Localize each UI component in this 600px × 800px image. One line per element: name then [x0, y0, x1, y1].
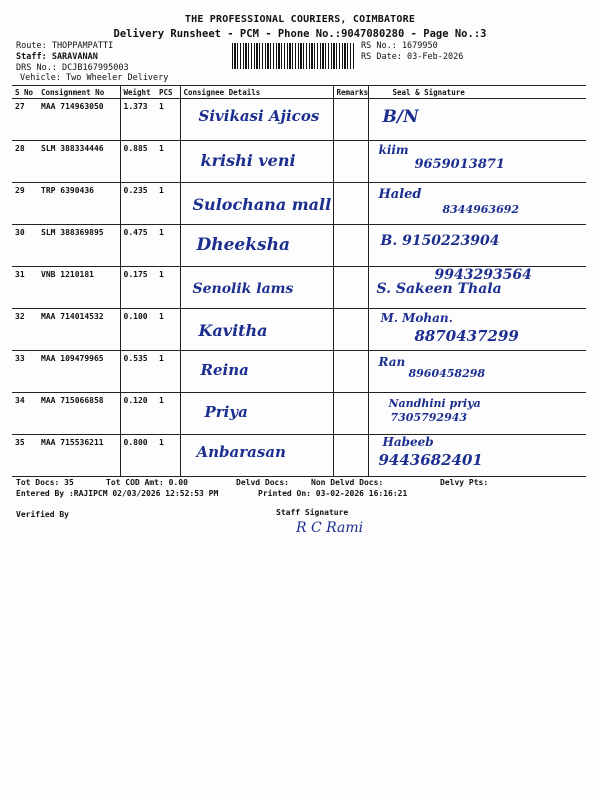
entered-by: Entered By :RAJIPCM 02/03/2026 12:52:53 PM	[16, 489, 219, 498]
handwritten-signature: B/N	[382, 107, 419, 127]
row-sno: 33	[12, 351, 38, 393]
handwritten-signature: M. Mohan.	[380, 311, 453, 325]
row-weight: 0.120	[120, 393, 156, 435]
row-consignee	[180, 99, 333, 141]
row-remarks	[333, 99, 368, 141]
runsheet-table	[12, 85, 586, 477]
table-header-row	[12, 86, 586, 99]
table-row	[12, 99, 586, 141]
row-seal	[368, 393, 586, 435]
row-pcs: 1	[156, 183, 180, 225]
row-consignment: SLM 388369895	[38, 225, 120, 267]
row-pcs: 1	[156, 309, 180, 351]
row-remarks	[333, 351, 368, 393]
handwritten-consignee: Senolik lams	[192, 281, 294, 297]
row-consignment: MAA 714963050	[38, 99, 120, 141]
row-sno: 35	[12, 435, 38, 477]
row-seal	[368, 309, 586, 351]
row-pcs: 1	[156, 99, 180, 141]
row-weight: 0.800	[120, 435, 156, 477]
row-weight: 0.235	[120, 183, 156, 225]
row-consignment: MAA 109479965	[38, 351, 120, 393]
table-row	[12, 267, 586, 309]
row-consignment: MAA 715066858	[38, 393, 120, 435]
delivery-points: Delvy Pts:	[440, 478, 489, 487]
row-consignment: VNB 1210181	[38, 267, 120, 309]
handwritten-consignee: Priya	[204, 403, 248, 421]
handwritten-phone: 8344963692	[442, 203, 520, 216]
row-consignee	[180, 267, 333, 309]
row-remarks	[333, 267, 368, 309]
rs-date: RS Date: 03-Feb-2026	[361, 52, 464, 62]
row-pcs: 1	[156, 351, 180, 393]
handwritten-phone: 9443682401	[378, 451, 483, 469]
non-delivered-docs: Non Delvd Docs:	[311, 478, 384, 487]
row-seal	[368, 183, 586, 225]
handwritten-phone: 7305792943	[390, 411, 468, 424]
row-weight: 0.535	[120, 351, 156, 393]
handwritten-consignee: Anbarasan	[196, 443, 286, 461]
handwritten-signature: kiim	[378, 143, 409, 157]
col-consignment: Consignment No	[38, 86, 120, 99]
drs-number: DRS No.: DCJB167995003	[16, 63, 129, 73]
handwritten-consignee: Sivikasi Ajicos	[198, 107, 320, 125]
row-pcs: 1	[156, 141, 180, 183]
handwritten-signature: Haled	[378, 187, 422, 202]
row-seal	[368, 99, 586, 141]
handwritten-consignee: Kavitha	[198, 321, 268, 340]
row-seal	[368, 267, 586, 309]
row-remarks	[333, 141, 368, 183]
handwritten-phone: 9659013871	[414, 157, 505, 172]
row-consignee	[180, 435, 333, 477]
row-consignee	[180, 393, 333, 435]
row-consignee	[180, 183, 333, 225]
col-sno: S No	[12, 86, 38, 99]
staff-label: Staff: SARAVANAN	[16, 52, 98, 62]
col-weight: Weight	[120, 86, 156, 99]
runsheet-subtitle: Delivery Runsheet - PCM - Phone No.:9047080280 - Page No.:3	[113, 28, 487, 40]
row-weight: 0.475	[120, 225, 156, 267]
row-consignment: SLM 388334446	[38, 141, 120, 183]
handwritten-signature: Habeeb	[382, 435, 434, 449]
printed-on: Printed On: 03-02-2026 16:16:21	[258, 489, 408, 498]
row-weight: 0.175	[120, 267, 156, 309]
row-remarks	[333, 225, 368, 267]
staff-signature-label: Staff Signature	[276, 508, 349, 517]
vehicle-label: Vehicle: Two Wheeler Delivery	[20, 73, 169, 83]
row-sno: 29	[12, 183, 38, 225]
handwritten-signature: Nandhini priya	[388, 397, 481, 410]
row-weight: 1.373	[120, 99, 156, 141]
row-sno: 31	[12, 267, 38, 309]
row-consignee	[180, 141, 333, 183]
row-seal	[368, 435, 586, 477]
row-consignee	[180, 351, 333, 393]
row-pcs: 1	[156, 225, 180, 267]
handwritten-consignee: Sulochana mall	[192, 195, 332, 214]
handwritten-signature: Ran	[378, 355, 406, 369]
handwritten-consignee: krishi veni	[200, 151, 296, 170]
staff-handwritten-signature: R C Rami	[296, 520, 364, 536]
row-remarks	[333, 393, 368, 435]
row-consignment: MAA 714014532	[38, 309, 120, 351]
row-consignment: MAA 715536211	[38, 435, 120, 477]
barcode-image	[232, 43, 354, 69]
row-remarks	[333, 309, 368, 351]
rs-number: RS No.: 1679950	[361, 41, 438, 51]
table-row	[12, 393, 586, 435]
row-sno: 32	[12, 309, 38, 351]
table-row	[12, 351, 586, 393]
col-pcs: PCS	[156, 86, 180, 99]
route-label: Route: THOPPAMPATTI	[16, 41, 114, 51]
handwritten-consignee: Reina	[200, 361, 249, 379]
row-sno: 34	[12, 393, 38, 435]
total-cod-amount: Tot COD Amt: 0.00	[106, 478, 188, 487]
table-row	[12, 435, 586, 477]
total-docs: Tot Docs: 35	[16, 478, 74, 487]
handwritten-phone: 9943293564	[434, 267, 532, 283]
row-sno: 30	[12, 225, 38, 267]
table-row	[12, 225, 586, 267]
col-seal: Seal & Signature	[368, 86, 586, 99]
table-row	[12, 183, 586, 225]
row-weight: 0.885	[120, 141, 156, 183]
row-seal	[368, 225, 586, 267]
handwritten-phone: 8960458298	[408, 367, 486, 380]
delivered-docs: Delvd Docs:	[236, 478, 289, 487]
row-consignment: TRP 6390436	[38, 183, 120, 225]
verified-by-label: Verified By	[16, 510, 69, 519]
col-consignee: Consignee Details	[180, 86, 333, 99]
row-seal	[368, 141, 586, 183]
row-pcs: 1	[156, 435, 180, 477]
row-weight: 0.100	[120, 309, 156, 351]
row-remarks	[333, 435, 368, 477]
row-sno: 28	[12, 141, 38, 183]
row-seal	[368, 351, 586, 393]
col-remarks: Remarks	[333, 86, 368, 99]
row-remarks	[333, 183, 368, 225]
row-pcs: 1	[156, 267, 180, 309]
handwritten-signature: S. Sakeen Thala	[376, 281, 502, 297]
table-row	[12, 141, 586, 183]
handwritten-consignee: Dheeksha	[196, 235, 290, 255]
table-row	[12, 309, 586, 351]
row-pcs: 1	[156, 393, 180, 435]
row-consignee	[180, 309, 333, 351]
handwritten-phone: 8870437299	[414, 327, 519, 345]
handwritten-signature: B. 9150223904	[380, 233, 500, 249]
company-title: THE PROFESSIONAL COURIERS, COIMBATORE	[184, 14, 416, 25]
row-consignee	[180, 225, 333, 267]
row-sno: 27	[12, 99, 38, 141]
